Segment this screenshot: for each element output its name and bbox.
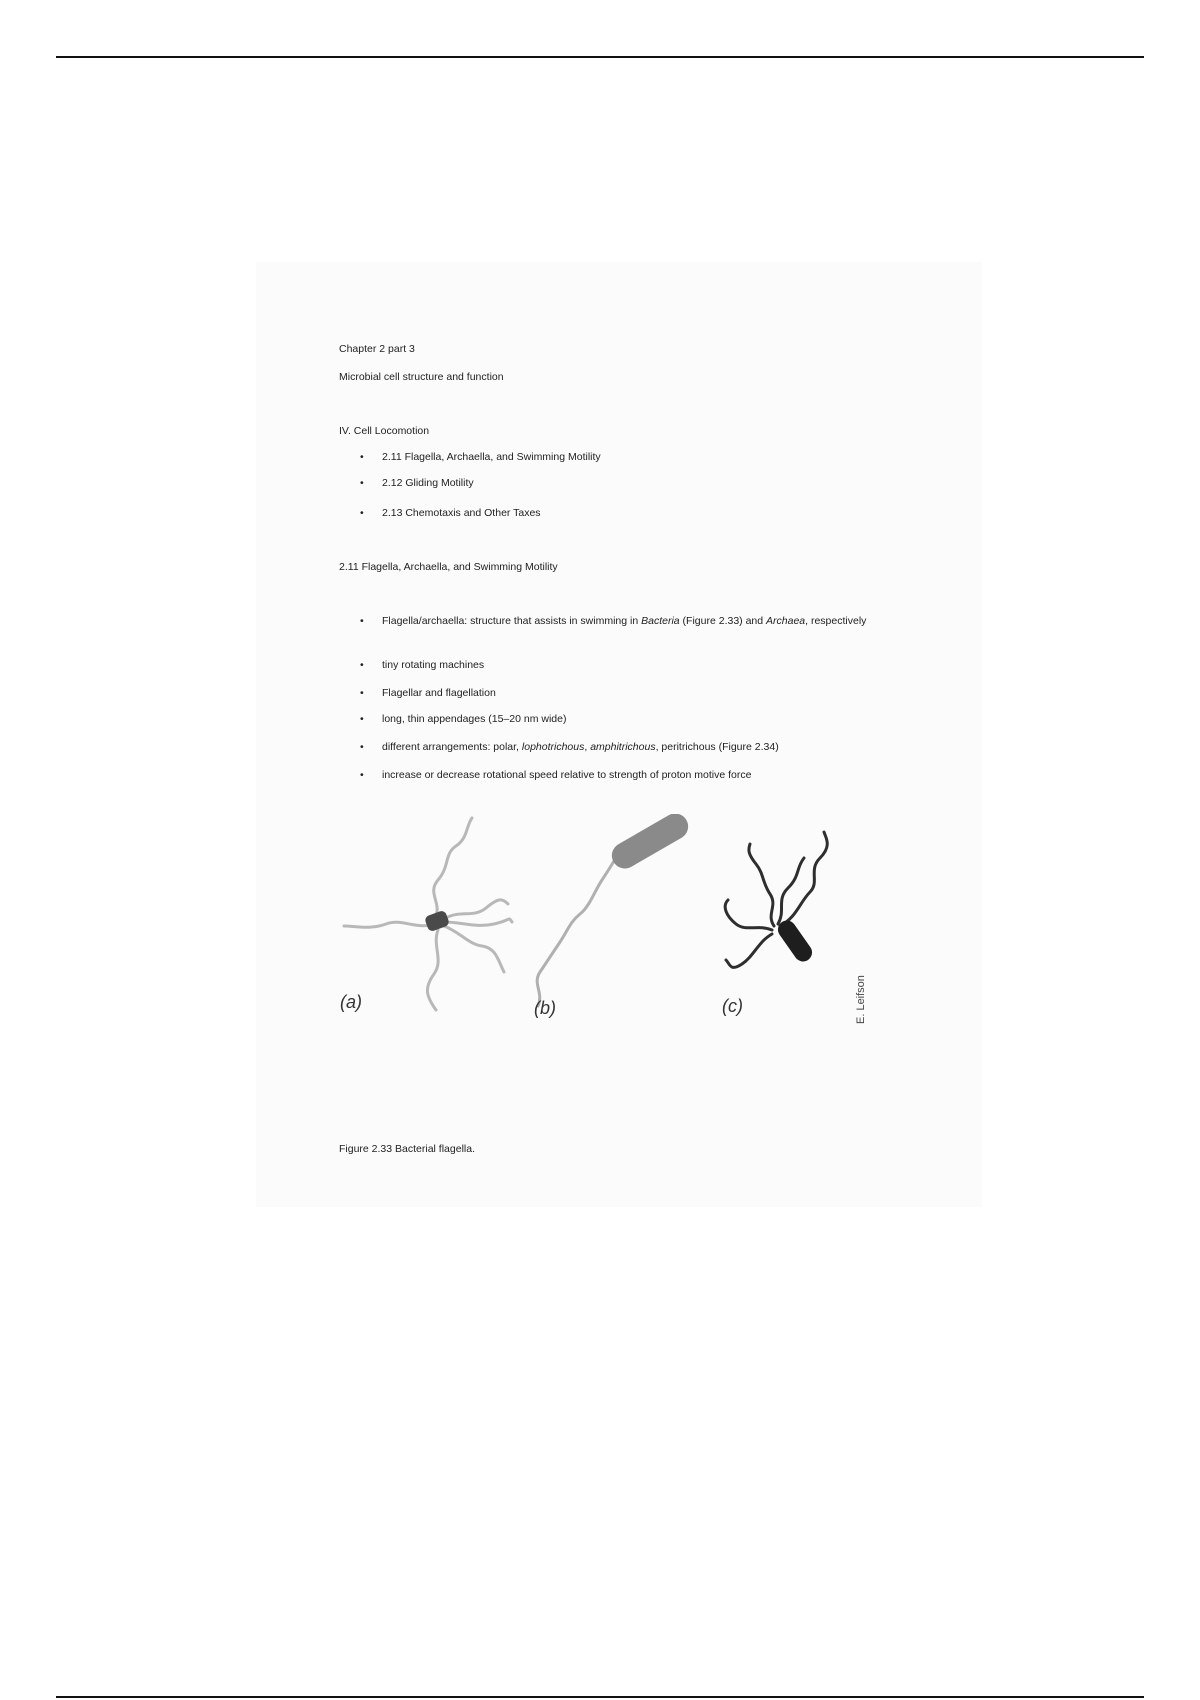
- bullet: •: [360, 687, 364, 699]
- bullet: •: [360, 615, 364, 627]
- panel-label-b: (b): [534, 998, 556, 1018]
- bullet-text: Flagellar and flagellation: [382, 687, 496, 699]
- bullet-text: long, thin appendages (15–20 nm wide): [382, 713, 567, 725]
- bullet-text: Flagella/archaella: structure that assists in swimming in Bacteria (Figure 2.33) and Archaea, respectively: [382, 615, 867, 627]
- section-heading: IV. Cell Locomotion: [339, 425, 430, 437]
- lophotrichous-bacterium-image: [725, 832, 827, 967]
- bullet-text: increase or decrease rotational speed relative to strength of proton motive force: [382, 769, 752, 781]
- panel-label-a: (a): [340, 992, 362, 1012]
- toc-item-text: 2.12 Gliding Motility: [382, 477, 474, 489]
- scanned-page: [256, 262, 982, 1207]
- panel-label-c: (c): [722, 996, 743, 1016]
- polar-bacterium-image: [537, 814, 693, 1006]
- bullet: •: [360, 477, 364, 489]
- peritrichous-bacterium-image: [344, 818, 512, 1010]
- bottom-rule: [56, 1696, 1144, 1698]
- chapter-subtitle: Microbial cell structure and function: [339, 371, 504, 383]
- chapter-title: Chapter 2 part 3: [339, 343, 415, 355]
- figure-caption: Figure 2.33 Bacterial flagella.: [339, 1143, 475, 1155]
- bullet: •: [360, 769, 364, 781]
- bullet: •: [360, 659, 364, 671]
- top-rule: [56, 56, 1144, 58]
- subsection-heading: 2.11 Flagella, Archaella, and Swimming Motility: [339, 561, 558, 573]
- peritrichous-cell-body: [424, 910, 450, 933]
- lophotrichous-cell-body: [774, 917, 815, 965]
- toc-item-text: 2.11 Flagella, Archaella, and Swimming Motility: [382, 451, 601, 463]
- toc-item-text: 2.13 Chemotaxis and Other Taxes: [382, 507, 541, 519]
- bullet-text: tiny rotating machines: [382, 659, 485, 671]
- bullet: •: [360, 713, 364, 725]
- bullet: •: [360, 451, 364, 463]
- flagella-figure: [326, 814, 926, 1044]
- bullet: •: [360, 507, 364, 519]
- bullet: •: [360, 741, 364, 753]
- photo-credit: E. Leifson: [855, 975, 867, 1024]
- bullet-text: different arrangements: polar, lophotrichous, amphitrichous, peritrichous (Figure 2.34): [382, 741, 779, 753]
